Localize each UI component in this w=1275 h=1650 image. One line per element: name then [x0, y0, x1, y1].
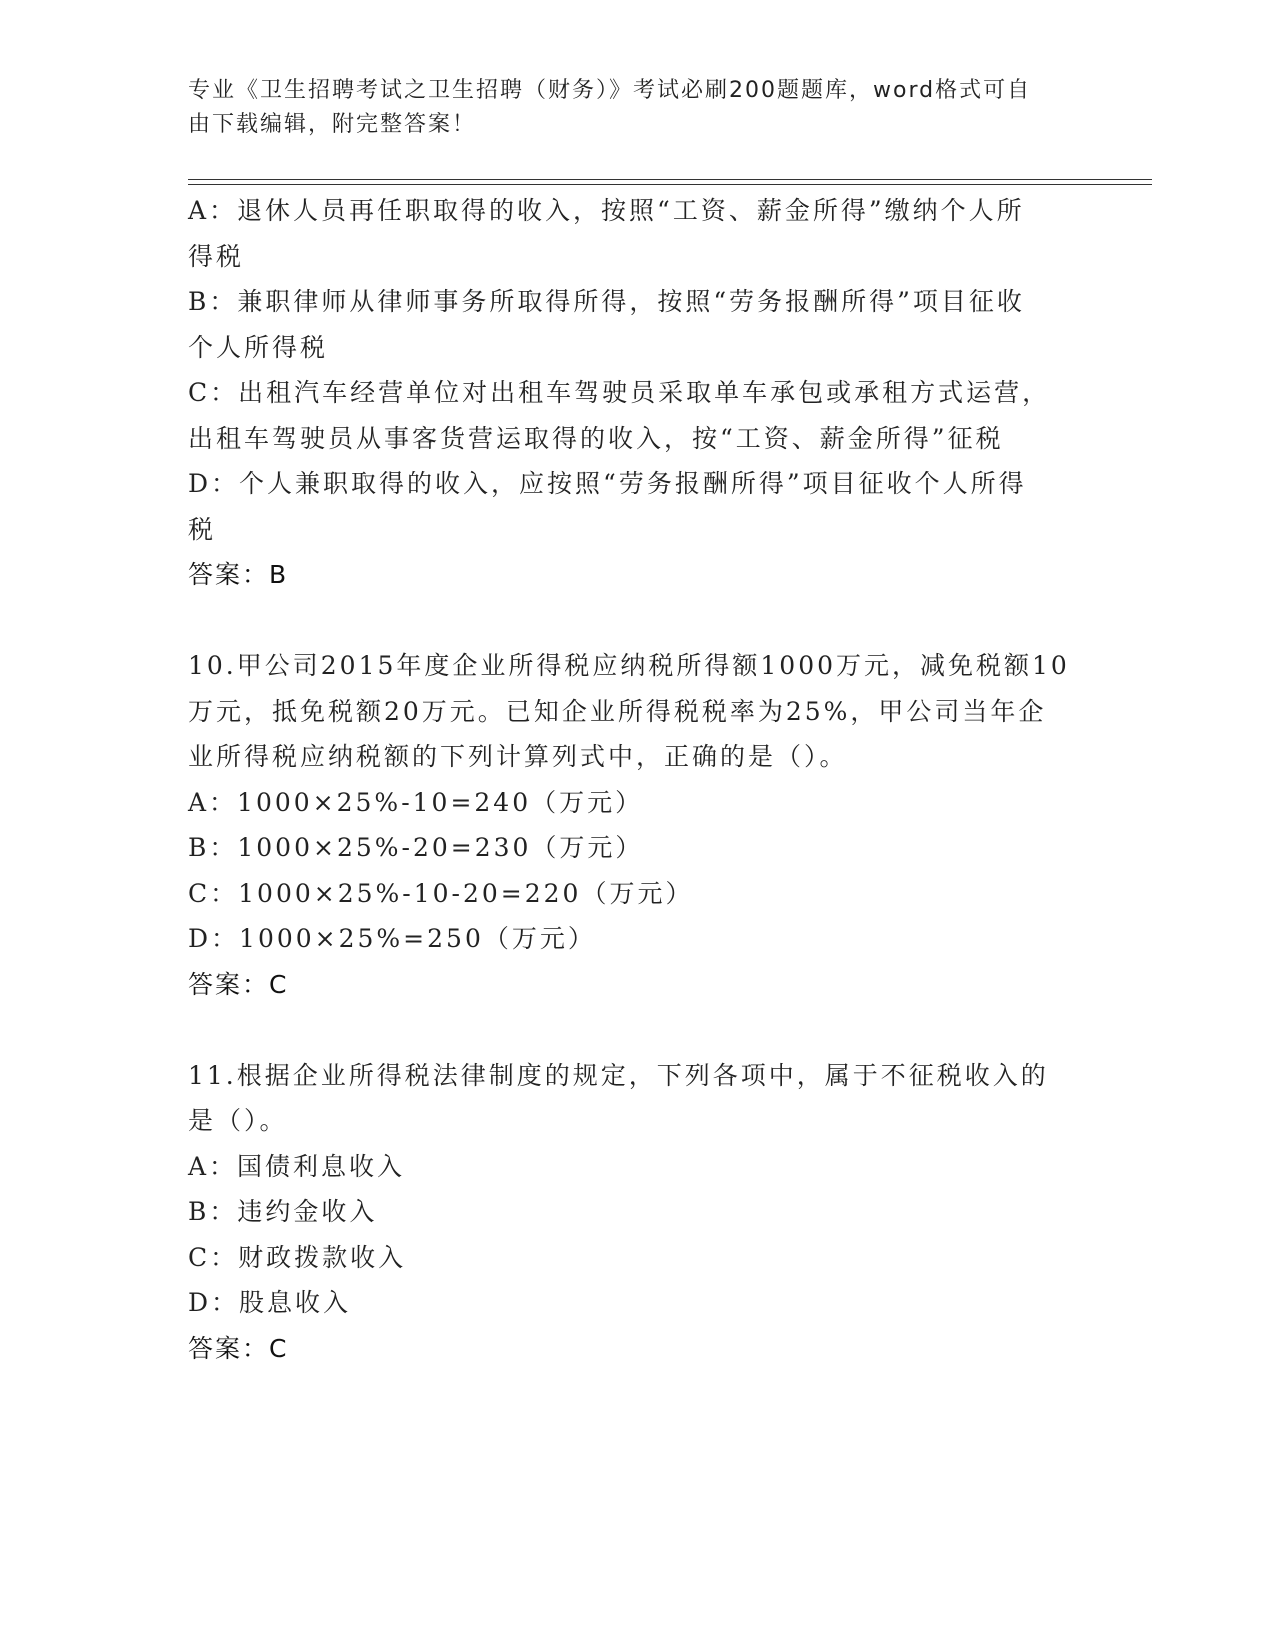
document-header	[188, 74, 1068, 142]
q11-option-a: A：国债利息收入	[188, 1151, 406, 1181]
q10-option-b: B：1000×25%-20=230（万元）	[188, 833, 644, 862]
spacer	[188, 1007, 1088, 1053]
header-line-1: 专业《卫生招聘考试之卫生招聘（财务）》考试必刷200题题库，word格式可自	[188, 78, 1032, 103]
header-line-2: 由下载编辑，附完整答案！	[188, 112, 477, 137]
q9-option-b-line-1: B：兼职律师从律师事务所取得所得，按照“劳务报酬所得”项目征收	[188, 287, 1025, 316]
q11-stem-line-2: 是（）。	[188, 1106, 288, 1135]
q9-option-a-line-1: A：退休人员再任职取得的收入，按照“工资、薪金所得”缴纳个人所	[188, 196, 1025, 225]
q9-option-c-line-2: 出租车驾驶员从事客货营运取得的收入，按“工资、薪金所得”征税	[188, 423, 1004, 453]
q10-stem-line-3: 业所得税应纳税额的下列计算列式中，正确的是（）。	[188, 742, 848, 771]
question-9-options	[188, 188, 1088, 598]
q10-stem-line-1: 10.甲公司2015年度企业所得税应纳税所得额1000万元，减免税额10	[188, 651, 1070, 680]
q11-option-d: D：股息收入	[188, 1288, 352, 1317]
question-10	[188, 643, 1088, 1007]
q9-answer: 答案：B	[188, 560, 289, 589]
q11-option-c: C：财政拨款收入	[188, 1242, 407, 1272]
q11-answer: 答案：C	[188, 1333, 289, 1363]
q10-option-a: A：1000×25%-10=240（万元）	[188, 787, 644, 817]
q9-option-c-line-1: C：出租汽车经营单位对出租车驾驶员采取单车承包或承租方式运营，	[188, 378, 1051, 407]
document-body	[188, 188, 1088, 1371]
header-divider-top	[188, 179, 1152, 180]
q9-option-d-line-2: 税	[188, 514, 217, 544]
q10-answer: 答案：C	[188, 969, 289, 999]
header-divider-bottom	[188, 184, 1152, 185]
q11-stem-line-1: 11.根据企业所得税法律制度的规定，下列各项中，属于不征税收入的	[188, 1060, 1049, 1090]
q11-option-b: B：违约金收入	[188, 1197, 378, 1226]
q9-option-b-line-2: 个人所得税	[188, 332, 329, 362]
q9-option-d-line-1: D：个人兼职取得的收入，应按照“劳务报酬所得”项目征收个人所得	[188, 469, 1027, 498]
q10-option-d: D：1000×25%=250（万元）	[188, 924, 596, 953]
q10-stem-line-2: 万元，抵免税额20万元。已知企业所得税税率为25%，甲公司当年企	[188, 696, 1047, 726]
question-11	[188, 1053, 1088, 1372]
spacer	[188, 598, 1088, 644]
q9-option-a-line-2: 得税	[188, 241, 245, 271]
q10-option-c: C：1000×25%-10-20=220（万元）	[188, 878, 694, 908]
